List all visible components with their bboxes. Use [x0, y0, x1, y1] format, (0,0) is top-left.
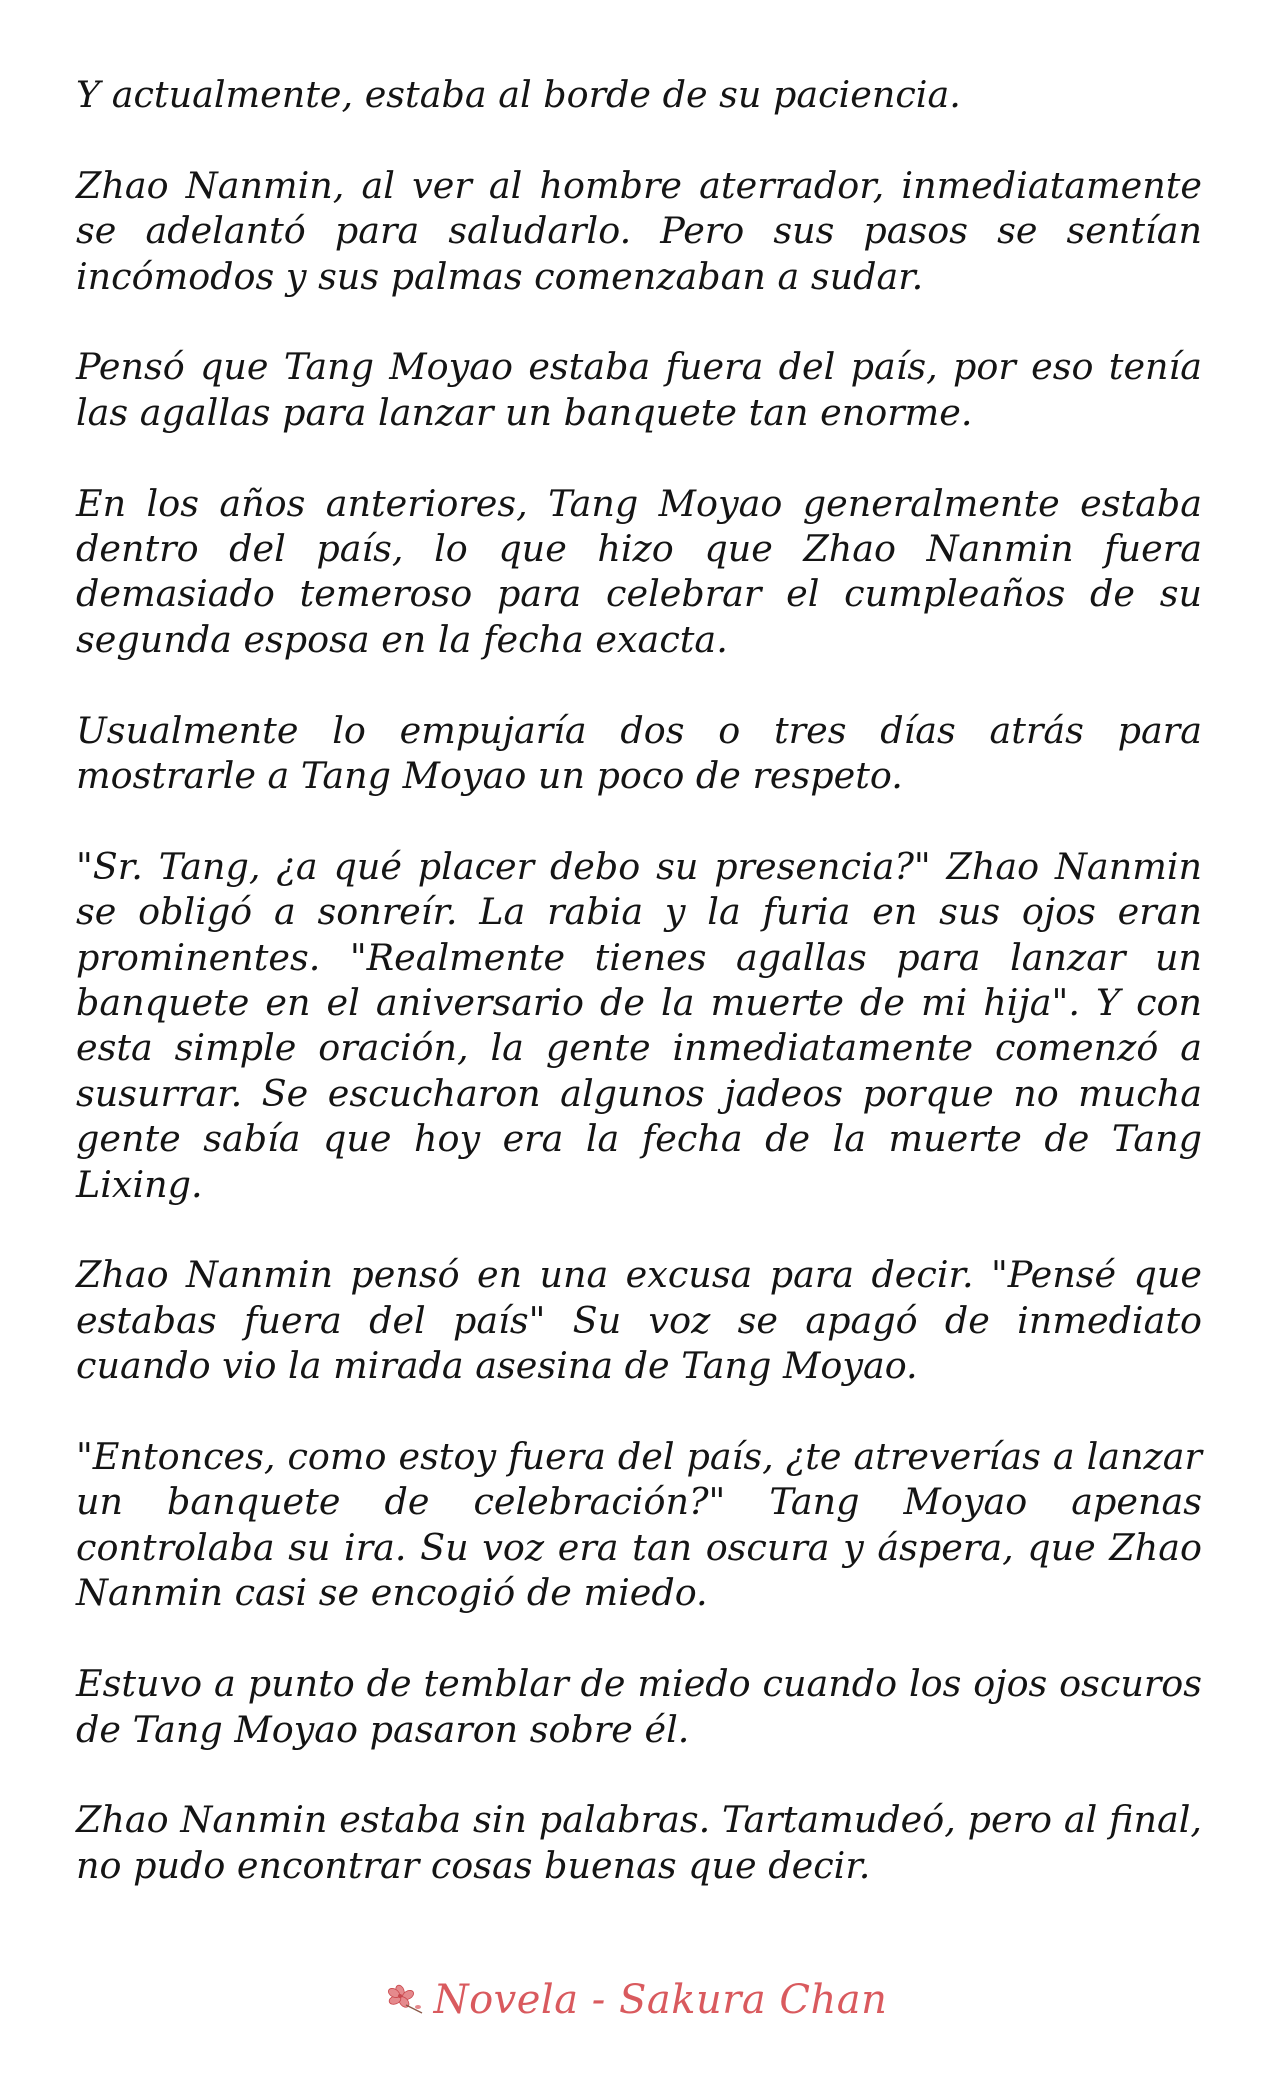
- paragraph-5: Usualmente lo empujaría dos o tres días atrás para mostrarle a Tang Moyao un poco de respeto.: [76, 708, 1202, 798]
- paragraph-2: Zhao Nanmin, al ver al hombre aterrador, inmediatamente se adelantó para saludarlo. Pero sus pasos se sentían incómodos y sus palmas comenzaban a sudar.: [76, 163, 1202, 298]
- footer-brand-group: [388, 1977, 888, 2023]
- paragraph-1: Y actualmente, estaba al borde de su paciencia.: [76, 73, 961, 116]
- paragraph-8: "Entonces, como estoy fuera del país, ¿te atreverías a lanzar un banquete de celebración?" Tang Moyao apenas controlaba su ira. Su voz era tan oscura y áspera, que Zhao Nanmin casi se encogió de miedo.: [76, 1435, 1202, 1615]
- paragraph-3: Pensó que Tang Moyao estaba fuera del país, por eso tenía las agallas para lanzar un banquete tan enorme.: [76, 345, 1202, 434]
- footer-brand-text: Novela - Sakura Chan: [433, 1977, 888, 2023]
- paragraph-9: Estuvo a punto de temblar de miedo cuando los ojos oscuros de Tang Moyao pasaron sobre él.: [76, 1662, 1202, 1751]
- story-text: [76, 72, 1202, 1934]
- paragraph-7: Zhao Nanmin pensó en una excusa para decir. "Pensé que estabas fuera del país" Su voz se apagó de inmediato cuando vio la mirada asesina de Tang Moyao.: [76, 1253, 1202, 1388]
- paragraph-6: "Sr. Tang, ¿a qué placer debo su presencia?" Zhao Nanmin se obligó a sonreír. La rabia y la furia en sus ojos eran prominentes. "Realmente tienes agallas para lanzar un banquete en el aniversario de la muerte de mi hija". Y con esta simple oración, la gente inmediatamente comenzó a susurrar. Se escucharon algunos jadeos porque no mucha gente sabía que hoy era la fecha de la muerte de Tang Lixing.: [76, 844, 1202, 1206]
- paragraph-4: En los años anteriores, Tang Moyao generalmente estaba dentro del país, lo que hizo que Zhao Nanmin fuera demasiado temeroso para celebrar el cumpleaños de su segunda esposa en la fecha exacta.: [76, 481, 1202, 661]
- sakura-flower-icon: [388, 1983, 426, 2017]
- paragraph-10: Zhao Nanmin estaba sin palabras. Tartamudeó, pero al final, no pudo encontrar cosas buenas que decir.: [76, 1798, 1202, 1887]
- footer-watermark: [0, 1970, 1275, 2030]
